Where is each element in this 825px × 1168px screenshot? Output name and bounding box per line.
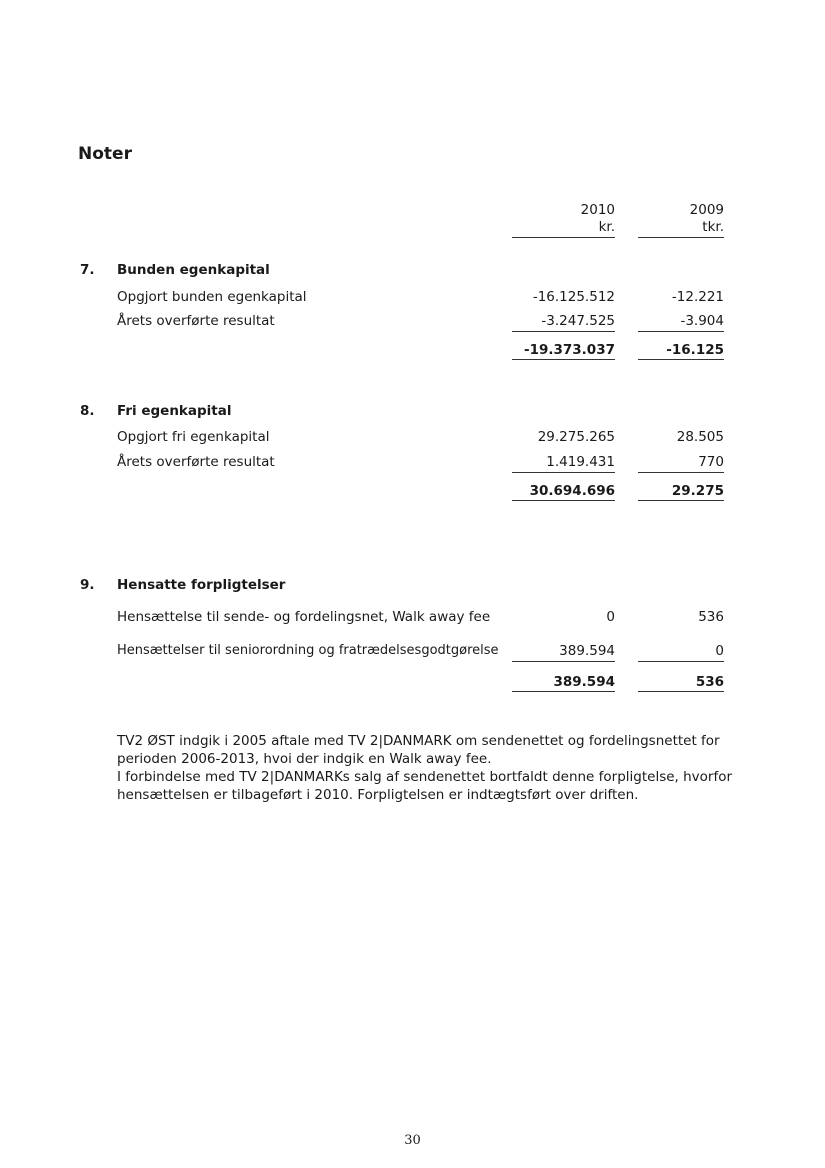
row-value-2010: 389.594 [559,643,615,659]
note-text-line: TV2 ØST indgik i 2005 aftale med TV 2|DANMARK om sendenettet og fordelingsnettet for perioden 2006-2013, hvoi der indgik en Walk away fee. [117,733,720,767]
page-number: 30 [404,1133,421,1148]
subtotal-line-2010 [512,472,615,473]
section-number: 8. [80,403,95,419]
total-value-2009: -16.125 [666,342,724,358]
subtotal-line-2009 [638,661,724,662]
total-value-2010: -19.373.037 [523,342,615,358]
total-value-2009: 29.275 [671,483,724,499]
row-value-2010: -3.247.525 [541,313,615,329]
subtotal-line-2009 [638,331,724,332]
col-unit-2010: kr. [598,219,615,235]
total-underline-2009 [638,500,724,501]
section-title: Bunden egenkapital [117,262,270,278]
total-value-2010: 30.694.696 [529,483,615,499]
row-value-2009: 0 [715,643,724,659]
col-year-2010: 2010 [580,202,615,218]
row-value-2009: -3.904 [680,313,724,329]
subtotal-line-2010 [512,331,615,332]
row-label: Årets overførte resultat [117,454,275,470]
row-label: Hensættelse til sende- og fordelingsnet, Walk away fee [117,609,491,625]
row-value-2010: 0 [606,609,615,625]
section-number: 7. [80,262,95,278]
header-underline-2009 [638,237,724,238]
total-underline-2009 [638,359,724,360]
row-label: Opgjort bunden egenkapital [117,289,307,305]
subtotal-line-2010 [512,661,615,662]
row-value-2010: 29.275.265 [537,429,615,445]
row-value-2009: 770 [698,454,724,470]
col-year-2009: 2009 [689,202,724,218]
col-unit-2009: tkr. [702,219,724,235]
note-paragraph [117,732,737,804]
row-label: Hensættelser til seniorordning og fratrædelsesgodtgørelse [117,643,499,658]
total-value-2009: 536 [695,674,724,690]
header-underline-2010 [512,237,615,238]
total-underline-2009 [638,691,724,692]
total-underline-2010 [512,691,615,692]
note-text-line: I forbindelse med TV 2|DANMARKs salg af sendenettet bortfaldt denne forpligtelse, hvorfor hensættelsen er tilbageført i 2010. Forpligtelsen er indtægtsført over driften. [117,769,733,803]
total-value-2010: 389.594 [553,674,615,690]
row-label: Opgjort fri egenkapital [117,429,270,445]
section-number: 9. [80,577,95,593]
subtotal-line-2009 [638,472,724,473]
section-title: Hensatte forpligtelser [117,577,286,593]
row-value-2009: -12.221 [671,289,724,305]
row-label: Årets overførte resultat [117,313,275,329]
page-title: Noter [78,144,132,164]
total-underline-2010 [512,500,615,501]
row-value-2010: 1.419.431 [546,454,615,470]
total-underline-2010 [512,359,615,360]
row-value-2009: 536 [698,609,724,625]
section-title: Fri egenkapital [117,403,232,419]
row-value-2009: 28.505 [676,429,724,445]
row-value-2010: -16.125.512 [532,289,615,305]
